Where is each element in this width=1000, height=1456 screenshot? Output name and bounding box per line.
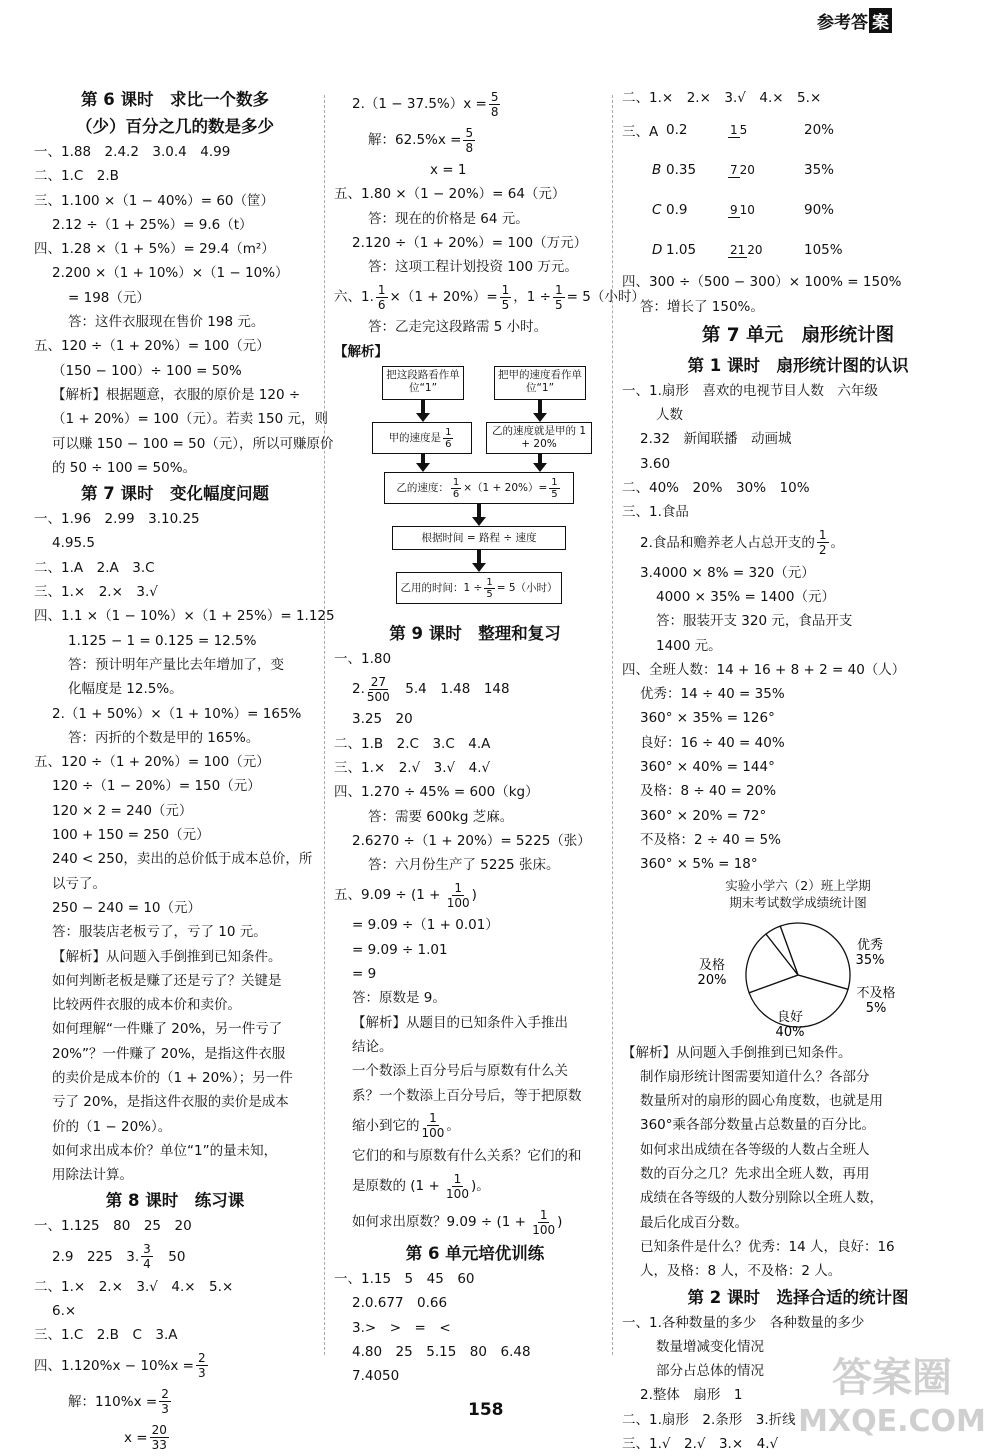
- watermark-logo: [792, 1356, 992, 1446]
- flow-box: [384, 472, 574, 504]
- pie-value-2: 20%: [697, 972, 727, 988]
- answer-line: 360° × 5% = 18°: [640, 856, 758, 873]
- text: 解：62.5%x =: [368, 132, 462, 148]
- analysis-line: 的卖价是成本价的（1 + 20%）；另一件: [52, 1069, 293, 1086]
- answer-line: 答：六月份生产了 5225 张床。: [368, 857, 560, 874]
- analysis-line: 它们的和与原数有什么关系？它们的和: [352, 1147, 582, 1164]
- denominator: 5: [551, 488, 558, 500]
- text: = 5（小时）: [496, 582, 558, 595]
- pie-value-3: 5%: [865, 1000, 887, 1016]
- text: 2.食品和赡养老人占总开支的: [640, 534, 815, 551]
- answer-line: 不及格：2 ÷ 40 = 5%: [640, 831, 781, 848]
- answer-line: 4.95.5: [52, 535, 95, 552]
- answer-line: = 198（元）: [68, 289, 150, 306]
- answer-line: 一、1.125 80 25 20: [34, 1218, 192, 1235]
- answer-line: 100 + 150 = 250（元）: [52, 827, 210, 844]
- answer-line: 四、1.28 ×（1 + 5%）= 29.4（m²）: [34, 241, 275, 258]
- fraction: [553, 283, 565, 312]
- answer-line: 3.> > = <: [352, 1319, 451, 1336]
- header-boxed-char: 案: [869, 8, 892, 33]
- analysis-line: 制作扇形统计图需要知道什么？各部分: [640, 1068, 870, 1085]
- text: 如何求出原数？9.09 ÷: [352, 1214, 493, 1231]
- denominator: 20: [739, 163, 755, 178]
- text: 是原数的: [352, 1178, 406, 1195]
- answer-line: 2.0.677 0.66: [352, 1295, 448, 1312]
- numerator: 1: [486, 576, 493, 588]
- answer-line: 及格：8 ÷ 40 = 20%: [640, 783, 777, 800]
- analysis-line: 缩小到它的 $\frac{1}{100}$ 。: [352, 1111, 460, 1141]
- fraction: [447, 881, 470, 910]
- answer-line: 答：这项工程计划投资 100 万元。: [368, 259, 578, 276]
- numerator: 20: [151, 1423, 167, 1438]
- answer-line: 二、1.A 2.A 3.C: [34, 559, 155, 576]
- answer-line: 一、1.各种数量的多少 各种数量的多少: [622, 1314, 865, 1331]
- answer-line: = 9: [352, 966, 377, 983]
- numerator: 21: [730, 243, 746, 258]
- fraction: [451, 477, 461, 500]
- text: = 5（小时）: [566, 289, 645, 306]
- denominator: 3: [197, 1366, 206, 1381]
- analysis-line: 20%”？一件赚了 20%，是指这件衣服: [52, 1045, 286, 1062]
- text: ×（1 + 20%）=: [389, 289, 498, 306]
- denominator: 100: [532, 1222, 556, 1237]
- lesson-title: 第 1 课时 扇形统计图的认识: [687, 355, 909, 375]
- fraction: [817, 528, 829, 557]
- denominator: 100: [446, 895, 470, 910]
- answer-line: 五、1.80 ×（1 − 20%）= 64（元）: [334, 186, 566, 203]
- answer-line: 一、1.96 2.99 3.10.25: [34, 511, 200, 528]
- fraction: [484, 577, 494, 600]
- numerator: 5: [465, 125, 474, 140]
- flow-box: [396, 572, 562, 604]
- answer-line: 数量增减变化情况: [656, 1338, 764, 1355]
- analysis-line: （1 + 20%）= 100（元）。若卖 150 元，则: [52, 411, 328, 428]
- answer-line: 2.200 ×（1 + 10%）×（1 − 10%）: [52, 265, 289, 282]
- table-row: [622, 230, 974, 270]
- lesson-title: 第 8 课时 练习课: [105, 1191, 245, 1211]
- answer-line: 2.32 新闻联播 动画城: [640, 431, 792, 448]
- text: 5.4 1.48 148: [405, 681, 510, 698]
- answer-line: 良好：16 ÷ 40 = 40%: [640, 734, 785, 751]
- denominator: 2: [818, 543, 827, 558]
- fraction: [463, 126, 475, 155]
- analysis-line: 如何求出成绩在各等级的人数占全班人: [640, 1141, 870, 1158]
- numerator: 1: [539, 1207, 548, 1222]
- answer-line: 答：服装开支 320 元，食品开支: [656, 613, 853, 630]
- answer-line: 化幅度是 12.5%。: [68, 681, 183, 698]
- denominator: 10: [739, 203, 755, 218]
- denominator: 100: [446, 1186, 469, 1201]
- answer-line: 四、300 ÷（500 − 300）× 100% = 150%: [622, 274, 902, 291]
- analysis-line: 用除法计算。: [52, 1167, 133, 1184]
- unit-title: 第 6 单元培优训练: [405, 1244, 545, 1264]
- numerator: 1: [555, 282, 563, 297]
- fraction: [376, 283, 388, 312]
- denominator: 8: [465, 140, 474, 155]
- answer-line: （150 − 100）÷ 100 = 50%: [52, 362, 242, 379]
- arrow-icon: [477, 504, 481, 518]
- fraction: [141, 1242, 153, 1271]
- fraction: [489, 90, 501, 119]
- watermark-text: 答案圈: [832, 1355, 952, 1401]
- analysis-line: 【解析】从问题入手倒推到已知条件。: [52, 948, 282, 965]
- fraction: [728, 203, 778, 217]
- denominator: 5: [501, 297, 510, 312]
- denominator: 8: [490, 104, 499, 119]
- answer-line: 一、1.88 2.4.2 3.0.4 4.99: [34, 144, 231, 160]
- answer-line: 五、120 ÷（1 + 20%）= 100（元）: [34, 754, 270, 771]
- analysis-line: 如何理解“一件赚了 20%，另一件亏了: [52, 1021, 283, 1038]
- numerator: 1: [452, 476, 460, 488]
- pie-title-line: 期末考试数学成绩统计图: [729, 894, 867, 910]
- answer-line: 二、1.B 2.C 3.C 4.A: [334, 735, 491, 752]
- numerator: 1: [551, 476, 558, 488]
- answer-line: 人数: [656, 407, 683, 424]
- answer-line: [34, 1348, 316, 1384]
- answer-line: [334, 86, 616, 122]
- answer-line: 答：乙走完这段路需 5 小时。: [368, 319, 548, 336]
- analysis-line: 最后化成百分数。: [640, 1214, 748, 1231]
- answer-line: 4000 × 35% = 1400（元）: [656, 588, 836, 605]
- lesson-title: 第 7 课时 变化幅度问题: [81, 484, 269, 504]
- column-left: [34, 86, 335, 1456]
- answer-line: 三、1.C 2.B C 3.A: [34, 1327, 178, 1344]
- answer-line: 答：丙折的个数是甲的 165%。: [68, 729, 260, 746]
- numerator: 3: [143, 1242, 151, 1257]
- answer-line: 三、1.× 2.√ 3.√ 4.√: [334, 759, 491, 776]
- text: ×（1 + 20%）=: [463, 482, 548, 495]
- answer-line: 答：这件衣服现在售价 198 元。: [68, 314, 265, 331]
- fraction: [728, 123, 778, 137]
- text: 2.: [352, 681, 365, 698]
- answer-line: 一、1.15 5 45 60: [334, 1271, 475, 1288]
- pie-chart-svg: [622, 911, 974, 1041]
- denominator: 4: [143, 1257, 151, 1272]
- fraction: [367, 675, 390, 704]
- answer-line: 3.60: [640, 455, 671, 472]
- fraction: [443, 427, 453, 450]
- fraction: [446, 1172, 469, 1201]
- answer-line: 一、1.扇形 喜欢的电视节目人数 六年级: [622, 382, 878, 399]
- table-cell: 90%: [804, 202, 835, 219]
- answer-line: [334, 279, 645, 315]
- answer-line: 4.80 25 5.15 80 6.48: [352, 1344, 531, 1361]
- analysis-line: 如何求出成本价？单位“1”的量未知，: [52, 1142, 278, 1159]
- pie-label-3: 不及格: [856, 985, 896, 1001]
- fraction: [150, 1423, 169, 1452]
- answer-line: [34, 1384, 316, 1420]
- analysis-line: 360°乘各部分数量占总数量的百分比。: [640, 1117, 876, 1134]
- answer-line: 二、1.C 2.B: [34, 168, 119, 185]
- analysis-line: 的 50 ÷ 100 = 50%。: [52, 459, 197, 476]
- table-row: [622, 150, 974, 190]
- analysis-line: 数量所对的扇形的圆心角度数，也就是用: [640, 1093, 883, 1110]
- denominator: 6: [452, 488, 460, 500]
- flow-diagram: [334, 366, 616, 616]
- pie-label-0: 优秀: [856, 937, 884, 953]
- denominator: 3: [161, 1402, 169, 1417]
- text: 乙的速度：: [396, 482, 449, 495]
- analysis-line: 是原数的 (1 + $\frac{1}{100}$ )。: [352, 1171, 490, 1201]
- answer-line: 7.4050: [352, 1368, 400, 1385]
- numerator: 1: [445, 426, 452, 438]
- fraction: [159, 1387, 171, 1416]
- lesson-title: 第 2 课时 选择合适的统计图: [687, 1287, 909, 1307]
- analysis-line: 价的（1 − 20%）。: [52, 1118, 172, 1135]
- table-cell: 0.2: [666, 122, 688, 139]
- answer-line: 五、9.09 ÷ (1 + $\frac{1}{100}$ ): [334, 880, 477, 910]
- numerator: 9: [730, 203, 738, 218]
- analysis-line: 人，及格：8 人，不及格：2 人。: [640, 1263, 842, 1280]
- answer-line: [34, 1420, 316, 1456]
- text: 四、1.120%x − 10%x =: [34, 1357, 194, 1374]
- answer-line: 3.25 20: [352, 711, 413, 728]
- answer-line: x = 1: [430, 162, 467, 178]
- flow-box: [372, 422, 472, 454]
- analysis-line: 【解析】从题目的已知条件入手推出: [352, 1014, 568, 1031]
- fraction: [500, 283, 512, 312]
- arrow-icon: [421, 400, 425, 414]
- numerator: 1: [453, 1171, 462, 1186]
- flow-box: 把甲的速度看作单位“1”: [494, 366, 586, 400]
- analysis-line: 如何求出原数？9.09 ÷ (1 + $\frac{1}{100}$ ): [352, 1207, 563, 1237]
- answer-line: 三、1.食品: [622, 504, 689, 521]
- arrow-icon: [477, 550, 481, 564]
- answer-line: 二、40% 20% 30% 10%: [622, 480, 810, 497]
- arrow-icon: [538, 454, 542, 464]
- answer-line: = 9.09 ÷ 1.01: [352, 941, 448, 958]
- analysis-line: 【解析】从问题入手倒推到已知条件。: [622, 1044, 852, 1061]
- answer-line: 1.125 − 1 = 0.125 = 12.5%: [68, 632, 257, 649]
- answer-line: 三、1.√ 2.√ 3.× 4.√: [622, 1435, 779, 1452]
- table-cell: 20%: [804, 122, 835, 139]
- fraction: [728, 243, 778, 257]
- numerator: 27: [370, 674, 386, 689]
- table-cell: 1.05: [666, 242, 697, 259]
- answer-line: 以亏了。: [52, 875, 106, 892]
- answer-line: 部分占总体的情况: [656, 1363, 764, 1380]
- answer-line: 250 − 240 = 10（元）: [52, 899, 202, 916]
- lesson-title: 第 9 课时 整理和复习: [389, 624, 561, 644]
- table-cell: D: [652, 242, 663, 259]
- flow-box: 把这段路看作单位“1”: [382, 366, 464, 400]
- text: 六、1.: [334, 289, 374, 306]
- flow-box: 乙的速度就是甲的 1 + 20%: [486, 422, 592, 454]
- answer-line: 240 < 250，卖出的总价低于成本总价，所: [52, 851, 313, 868]
- answer-line: 2.食品和赡养老人占总开支的 $\frac{1}{2}$ 。: [640, 528, 845, 558]
- answer-line: 2.12 ÷（1 + 25%）= 9.6（t）: [52, 216, 253, 233]
- text: x =: [124, 1429, 148, 1446]
- denominator: 33: [151, 1438, 167, 1453]
- answer-line: 答：增长了 150%。: [640, 298, 764, 315]
- answer-line: 答：预计明年产量比去年增加了，变: [68, 656, 284, 673]
- denominator: 5: [486, 588, 493, 600]
- answer-line: = 9.09 ÷（1 + 0.01）: [352, 917, 499, 934]
- answer-line: 360° × 35% = 126°: [640, 710, 775, 727]
- lesson-title-cont: （少）百分之几的数是多少: [76, 117, 274, 136]
- text: 50: [168, 1248, 186, 1265]
- answer-line: 四、1.270 ÷ 45% = 600（kg）: [334, 784, 539, 801]
- answer-line: 答：现在的价格是 64 元。: [368, 210, 529, 227]
- denominator: 5: [555, 297, 563, 312]
- pie-chart-title: [622, 877, 974, 911]
- numerator: 1: [730, 123, 738, 138]
- fraction: [549, 477, 559, 500]
- analysis-line: 数的百分之几？先求出全班人数，再用: [640, 1166, 870, 1183]
- numerator: 1: [818, 528, 827, 543]
- table-row: [622, 190, 974, 230]
- pie-title-line: 实验小学六（2）班上学期: [725, 877, 871, 893]
- analysis-line: 【解析】根据题意，衣服的原价是 120 ÷: [52, 386, 301, 403]
- denominator: 5: [739, 123, 748, 138]
- analysis-line: 亏了 20%，是指这件衣服的卖价是成本: [52, 1094, 289, 1111]
- answer-line: 6.×: [52, 1303, 77, 1320]
- table-cell: 105%: [804, 242, 843, 259]
- flow-box: 根据时间 = 路程 ÷ 速度: [392, 526, 566, 550]
- denominator: 6: [445, 438, 452, 450]
- answer-line: 一、1.80: [334, 651, 392, 668]
- column-divider: [324, 95, 325, 1355]
- table-cell: 三、A: [622, 124, 659, 141]
- answer-line: [34, 1239, 316, 1275]
- answer-line: 四、1.1 ×（1 − 10%）×（1 + 25%）= 1.125: [34, 608, 335, 625]
- answer-line: 二、1.× 2.× 3.√ 4.× 5.×: [622, 90, 822, 106]
- answer-line: 答：需要 600kg 芝麻。: [368, 808, 514, 825]
- analysis-line: 结论。: [352, 1038, 393, 1055]
- pie-value-0: 35%: [855, 952, 885, 968]
- numerator: 5: [490, 89, 499, 104]
- answer-line: [334, 671, 616, 707]
- answer-line: 2.6270 ÷（1 + 20%）= 5225（张）: [352, 832, 591, 849]
- numerator: 1: [429, 1111, 437, 1126]
- numerator: 1: [501, 282, 510, 297]
- arrow-icon: [421, 454, 425, 464]
- analysis-line: 一个数添上百分号后与原数有什么关: [352, 1063, 568, 1080]
- header-text: 参考答: [817, 13, 868, 33]
- answer-line: 二、1.× 2.× 3.√ 4.× 5.×: [34, 1278, 234, 1295]
- table-row: [622, 110, 974, 150]
- answer-line: 三、1.× 2.× 3.√: [34, 584, 158, 601]
- table-cell: 0.9: [666, 202, 688, 219]
- answer-line: 2.120 ÷（1 + 20%）= 100（万元）: [352, 234, 588, 251]
- watermark-text: MXQE.COM: [798, 1404, 986, 1439]
- answer-line: 3.4000 × 8% = 320（元）: [640, 564, 815, 581]
- text: 乙用的时间：1 ÷: [400, 582, 483, 595]
- numerator: 1: [454, 880, 462, 895]
- arrow-icon: [538, 400, 542, 414]
- fraction: [728, 163, 778, 177]
- pie-value-1: 40%: [775, 1024, 805, 1040]
- answer-line: 答：原数是 9。: [352, 990, 446, 1007]
- text: 2.（1 − 37.5%）x =: [352, 96, 487, 112]
- answer-line: 360° × 20% = 72°: [640, 807, 767, 824]
- numerator: 2: [161, 1387, 169, 1402]
- page-number: 158: [468, 1400, 504, 1420]
- text: 缩小到它的: [352, 1117, 420, 1134]
- fraction: [532, 1208, 555, 1237]
- analysis-line: 比较两件衣服的成本价和卖价。: [52, 997, 241, 1014]
- column-right: [622, 86, 974, 1456]
- analysis-line: 可以赚 150 − 100 = 50（元），所以可赚原价: [52, 435, 334, 452]
- answer-line: [334, 122, 616, 158]
- numerator: 2: [197, 1351, 206, 1366]
- fraction: [196, 1351, 208, 1380]
- denominator: 500: [366, 689, 390, 704]
- pie-chart: [622, 911, 974, 1041]
- fraction: [422, 1111, 445, 1140]
- text: 解：110%x =: [68, 1393, 158, 1410]
- text: 五、9.09 ÷: [334, 887, 407, 904]
- table-cell: B: [652, 162, 662, 179]
- denominator: 20: [747, 243, 763, 258]
- answer-line: 1400 元。: [656, 637, 722, 654]
- analysis-label: 【解析】: [334, 343, 388, 360]
- analysis-line: 系？一个数添上百分号后，等于把原数: [352, 1087, 582, 1104]
- answer-line: 优秀：14 ÷ 40 = 35%: [640, 686, 785, 703]
- answer-line: 2.整体 扇形 1: [640, 1387, 743, 1404]
- table-cell: C: [652, 202, 662, 219]
- pie-label-1: 良好: [776, 1009, 804, 1025]
- unit-title: 第 7 单元 扇形统计图: [701, 324, 895, 346]
- denominator: 100: [421, 1126, 445, 1141]
- table-cell: 0.35: [666, 162, 697, 179]
- header-answer-label: [817, 8, 892, 33]
- answer-line: 四、全班人数：14 + 16 + 8 + 2 = 40（人）: [622, 661, 906, 678]
- analysis-line: 成绩在各等级的人数分别除以全班人数，: [640, 1190, 883, 1207]
- answer-line: 360° × 40% = 144°: [640, 759, 775, 776]
- answer-line: 120 ÷（1 − 20%）= 150（元）: [52, 778, 261, 795]
- answer-line: 三、1.100 ×（1 − 40%）= 60（筐）: [34, 192, 275, 209]
- text: ，1 ÷: [513, 289, 551, 306]
- numerator: 1: [377, 282, 386, 297]
- table-cell: 35%: [804, 162, 835, 179]
- conversion-table: [622, 110, 974, 270]
- denominator: 6: [377, 297, 386, 312]
- answer-line: 2.（1 + 50%）×（1 + 10%）= 165%: [52, 705, 302, 722]
- lesson-title: 第 6 课时 求比一个数多: [81, 90, 269, 109]
- text: 甲的速度是: [388, 432, 442, 445]
- numerator: 7: [730, 163, 738, 178]
- answer-line: 答：服装店老板亏了，亏了 10 元。: [52, 924, 267, 941]
- pie-label-2: 及格: [698, 957, 726, 973]
- answer-line: 120 × 2 = 240（元）: [52, 802, 193, 819]
- analysis-line: 如何判断老板是赚了还是亏了？关键是: [52, 972, 282, 989]
- answer-line: 五、120 ÷（1 + 20%）= 100（元）: [34, 338, 270, 355]
- answer-line: 二、1.扇形 2.条形 3.折线: [622, 1411, 796, 1428]
- analysis-line: 已知条件是什么？优秀：14 人，良好：16: [640, 1238, 895, 1255]
- text: 2.9 225 3.: [52, 1248, 140, 1265]
